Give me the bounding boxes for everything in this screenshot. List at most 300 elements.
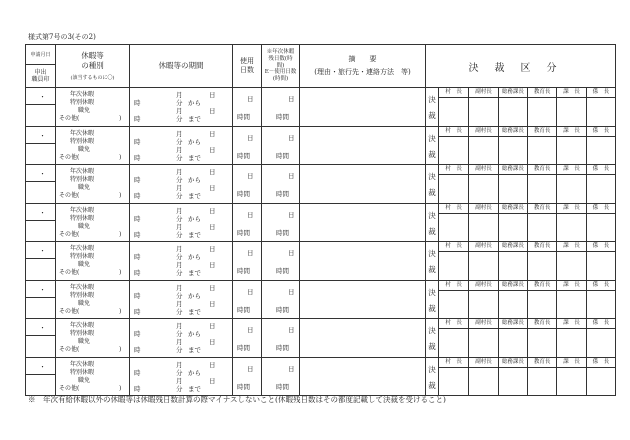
approval-stamp-box[interactable]	[556, 319, 585, 357]
approval-stamp-space[interactable]	[439, 98, 468, 126]
approval-stamp-box[interactable]	[556, 88, 585, 126]
approval-stamp-box[interactable]	[439, 358, 468, 396]
row-period-until: まで	[188, 346, 201, 354]
approval-stamp-box[interactable]	[468, 319, 497, 357]
approval-stamp-label: 副村長	[469, 281, 497, 291]
row-decision-label	[426, 203, 439, 242]
row-used-hour: 時間	[237, 382, 250, 391]
row-remaining-hour: 時間	[276, 113, 289, 121]
row-date-field[interactable]	[26, 88, 55, 105]
row-period-min1: 分	[176, 330, 183, 338]
row-period-from: から	[188, 253, 201, 261]
row-period-min1: 分	[176, 368, 183, 377]
row-period-hour1: 時	[134, 99, 141, 107]
row-date-field[interactable]	[26, 281, 55, 298]
approval-stamp-label: 係 長	[587, 127, 615, 137]
approval-stamp-box[interactable]	[468, 204, 497, 242]
row-summary-cell[interactable]	[300, 280, 426, 319]
approval-stamp-space[interactable]	[587, 291, 615, 319]
approval-stamp-space[interactable]	[469, 214, 497, 242]
approval-stamp-box[interactable]	[527, 281, 556, 319]
row-date-cell[interactable]	[26, 242, 56, 281]
row-used-cell[interactable]	[233, 357, 262, 396]
row-remaining-day: 日	[288, 95, 295, 103]
row-period-month1: 月	[176, 360, 183, 369]
row-date-cell[interactable]	[26, 280, 56, 319]
row-remaining-day: 日	[288, 326, 295, 334]
approval-stamp-space[interactable]	[587, 252, 615, 280]
row-period-cell[interactable]	[130, 280, 233, 319]
approval-stamp-space[interactable]	[557, 368, 585, 396]
row-period-day1: 日	[209, 168, 216, 176]
row-remaining-cell[interactable]	[262, 203, 300, 242]
row-remaining-cell[interactable]	[262, 242, 300, 281]
header-leave-kind	[56, 45, 130, 88]
row-kind-annual[interactable]: 年次休暇	[70, 283, 95, 291]
row-kind-annual[interactable]: 年次休暇	[70, 206, 95, 214]
approval-stamp-box[interactable]	[498, 88, 527, 126]
approval-stamp-box[interactable]	[556, 165, 585, 203]
approval-stamp-space[interactable]	[528, 368, 556, 396]
row-period-from: から	[188, 99, 201, 107]
approval-stamp-space[interactable]	[587, 98, 615, 126]
approval-stamp-space[interactable]	[557, 175, 585, 203]
row-summary-cell[interactable]	[300, 203, 426, 242]
approval-stamp-space[interactable]	[557, 98, 585, 126]
approval-stamp-space[interactable]	[439, 214, 468, 242]
approval-stamp-space[interactable]	[499, 329, 527, 357]
row-used-day: 日	[247, 95, 254, 103]
header-remaining-5: (時間)	[272, 76, 289, 83]
approval-stamp-space[interactable]	[439, 291, 468, 319]
row-decision-label	[426, 126, 439, 165]
row-period-day1: 日	[209, 245, 216, 253]
row-period-month2: 月	[176, 222, 183, 231]
row-period-min2: 分	[176, 384, 183, 393]
approval-stamp-box[interactable]	[586, 88, 615, 126]
approval-stamp-box[interactable]	[556, 127, 585, 165]
row-kind-other[interactable]: その他(	[59, 153, 80, 161]
approval-stamp-box[interactable]	[527, 127, 556, 165]
row-kind-special[interactable]: 特別休暇	[70, 137, 95, 145]
row-period-day1: 日	[209, 91, 216, 99]
row-kind-cell[interactable]	[56, 165, 130, 204]
approval-stamp-label: 総務課長	[499, 88, 527, 98]
header-summary-title: 摘 要	[348, 54, 377, 63]
row-period-cell[interactable]	[130, 242, 233, 281]
approval-stamp-label: 村 長	[439, 127, 468, 137]
approval-stamp-space[interactable]	[499, 291, 527, 319]
row-date-cell[interactable]	[26, 319, 56, 358]
approval-stamp-box[interactable]	[556, 242, 585, 280]
row-kind-special[interactable]: 特別休暇	[70, 214, 95, 222]
row-kind-cell[interactable]	[56, 126, 130, 165]
row-period-day2: 日	[209, 376, 216, 385]
row-decision-label-1: 決	[428, 249, 436, 258]
approval-stamp-space[interactable]	[528, 291, 556, 319]
header-applicant-stamp-line1: 申出	[34, 68, 47, 76]
approval-stamp-box[interactable]	[439, 127, 468, 165]
approval-stamp-space[interactable]	[587, 214, 615, 242]
row-kind-annual[interactable]: 年次休暇	[70, 168, 95, 175]
approval-stamp-space[interactable]	[557, 137, 585, 165]
row-date-mark: ・	[39, 208, 46, 217]
approval-stamp-space[interactable]	[469, 98, 497, 126]
approval-stamp-space[interactable]	[469, 329, 497, 357]
approval-stamp-space[interactable]	[499, 252, 527, 280]
row-kind-special[interactable]: 特別休暇	[70, 176, 95, 183]
row-decision-label	[426, 88, 439, 127]
row-approval-stamps	[439, 319, 616, 358]
row-summary-cell[interactable]	[300, 357, 426, 396]
row-remaining-hour: 時間	[276, 305, 289, 314]
row-summary-cell[interactable]	[300, 319, 426, 358]
row-period-month1: 月	[176, 168, 183, 176]
row-kind-other-close: )	[119, 153, 122, 161]
row-used-hour: 時間	[237, 267, 250, 275]
row-period-min2: 分	[176, 230, 183, 239]
row-kind-cell[interactable]	[56, 242, 130, 281]
approval-stamp-box[interactable]	[498, 204, 527, 242]
row-period-month1: 月	[176, 322, 183, 330]
approval-stamp-box[interactable]	[586, 281, 615, 319]
row-period-cell[interactable]	[130, 357, 233, 396]
footnote: ※ 年次有給休暇以外の休暇等は休暇残日数計算の際マイナスしないこと(休暇残日数はその都度記載して決裁を受けること)	[28, 395, 446, 404]
header-remaining-1: ※年次休暇	[266, 48, 295, 55]
row-period-cell[interactable]	[130, 165, 233, 204]
row-remaining-hour: 時間	[276, 267, 289, 275]
approval-stamp-box[interactable]	[586, 127, 615, 165]
row-date-cell[interactable]	[26, 357, 56, 396]
row-period-from: から	[188, 291, 201, 300]
row-kind-special[interactable]: 特別休暇	[70, 291, 95, 299]
approval-stamp-label: 教育長	[528, 242, 556, 252]
row-used-cell[interactable]	[233, 126, 262, 165]
row-used-cell[interactable]	[233, 88, 262, 127]
row-kind-special[interactable]: 特別休暇	[70, 368, 95, 376]
row-date-mark: ・	[39, 170, 46, 178]
row-kind-exempt[interactable]: 職免	[78, 376, 91, 384]
row-summary-cell[interactable]	[300, 88, 426, 127]
approval-stamp-space[interactable]	[439, 175, 468, 203]
approval-stamp-box[interactable]	[527, 88, 556, 126]
row-kind-exempt[interactable]: 職免	[78, 184, 91, 191]
row-kind-other-close: )	[119, 346, 122, 353]
approval-stamp-space[interactable]	[557, 329, 585, 357]
approval-stamp-box[interactable]	[498, 358, 527, 396]
approval-stamp-space[interactable]	[557, 291, 585, 319]
row-used-hour: 時間	[237, 190, 250, 198]
approval-stamp-space[interactable]	[499, 214, 527, 242]
row-decision-label	[426, 242, 439, 281]
approval-stamp-box[interactable]	[468, 281, 497, 319]
row-period-day2: 日	[209, 145, 216, 154]
row-kind-other-close: )	[119, 230, 122, 238]
row-remaining-cell[interactable]	[262, 126, 300, 165]
approval-stamp-box[interactable]	[439, 281, 468, 319]
row-used-cell[interactable]	[233, 165, 262, 204]
row-date-mark: ・	[39, 285, 46, 294]
row-kind-exempt[interactable]: 職免	[78, 222, 91, 230]
row-period-hour1: 時	[134, 176, 141, 184]
approval-stamp-label: 副村長	[469, 165, 497, 175]
row-period-hour1: 時	[134, 291, 141, 300]
approval-stamp-label: 総務課長	[499, 165, 527, 175]
approval-stamp-label: 総務課長	[499, 204, 527, 214]
leave-row	[26, 126, 616, 165]
row-period-cell[interactable]	[130, 126, 233, 165]
row-date-field[interactable]	[26, 127, 55, 144]
row-kind-cell[interactable]	[56, 203, 130, 242]
row-period-month2: 月	[176, 261, 183, 269]
row-kind-annual[interactable]: 年次休暇	[70, 129, 95, 137]
approval-stamp-box[interactable]	[468, 242, 497, 280]
row-kind-other[interactable]: その他(	[59, 384, 80, 392]
approval-stamp-label: 課 長	[557, 358, 585, 368]
approval-stamp-box[interactable]	[439, 88, 468, 126]
row-period-until: まで	[188, 307, 201, 316]
row-kind-annual[interactable]: 年次休暇	[70, 360, 95, 368]
approval-stamp-box[interactable]	[498, 165, 527, 203]
row-summary-cell[interactable]	[300, 165, 426, 204]
row-date-field[interactable]	[26, 358, 55, 375]
approval-stamp-box[interactable]	[556, 358, 585, 396]
approval-stamp-space[interactable]	[587, 329, 615, 357]
row-period-hour1: 時	[134, 368, 141, 377]
approval-stamp-box[interactable]	[468, 127, 497, 165]
row-kind-annual[interactable]: 年次休暇	[70, 245, 95, 252]
row-date-field[interactable]	[26, 204, 55, 221]
row-kind-cell[interactable]	[56, 280, 130, 319]
row-period-hour2: 時	[134, 115, 141, 123]
row-used-hour: 時間	[237, 305, 250, 314]
approval-stamp-space[interactable]	[499, 368, 527, 396]
row-period-month2: 月	[176, 145, 183, 154]
approval-stamp-box[interactable]	[527, 204, 556, 242]
approval-stamp-label: 総務課長	[499, 242, 527, 252]
row-kind-other[interactable]: その他(	[59, 307, 80, 315]
row-remaining-cell[interactable]	[262, 280, 300, 319]
row-date-field[interactable]	[26, 319, 55, 336]
approval-stamp-box[interactable]	[498, 281, 527, 319]
approval-stamp-box[interactable]	[586, 319, 615, 357]
row-used-cell[interactable]	[233, 280, 262, 319]
approval-stamp-space[interactable]	[499, 137, 527, 165]
approval-stamp-space[interactable]	[469, 291, 497, 319]
row-remaining-hour: 時間	[276, 190, 289, 198]
row-period-month2: 月	[176, 338, 183, 346]
row-period-month2: 月	[176, 376, 183, 385]
approval-stamp-label: 村 長	[439, 165, 468, 175]
approval-stamp-space[interactable]	[469, 252, 497, 280]
approval-stamp-label: 教育長	[528, 127, 556, 137]
approval-stamp-box[interactable]	[468, 165, 497, 203]
approval-stamp-box[interactable]	[556, 204, 585, 242]
approval-stamp-label: 係 長	[587, 281, 615, 291]
leave-row	[26, 88, 616, 127]
row-kind-other-close: )	[119, 269, 122, 276]
row-decision-label	[426, 165, 439, 204]
row-kind-special[interactable]: 特別休暇	[70, 99, 95, 106]
row-kind-other[interactable]: その他(	[59, 192, 80, 199]
row-remaining-hour: 時間	[276, 151, 289, 160]
row-kind-annual[interactable]: 年次休暇	[70, 322, 95, 329]
approval-stamp-box[interactable]	[586, 358, 615, 396]
row-kind-other[interactable]: その他(	[59, 269, 80, 276]
row-kind-cell[interactable]	[56, 319, 130, 358]
approval-stamp-space[interactable]	[557, 214, 585, 242]
approval-stamp-space[interactable]	[439, 329, 468, 357]
row-used-cell[interactable]	[233, 242, 262, 281]
leave-row	[26, 242, 616, 281]
row-period-until: まで	[188, 230, 201, 239]
row-decision-label-2: 裁	[428, 188, 436, 197]
approval-stamp-space[interactable]	[439, 252, 468, 280]
row-approval-stamps	[439, 126, 616, 165]
row-period-until: まで	[188, 153, 201, 162]
row-summary-cell[interactable]	[300, 126, 426, 165]
approval-stamp-space[interactable]	[469, 175, 497, 203]
row-kind-other-close: )	[119, 384, 122, 392]
approval-stamp-space[interactable]	[528, 329, 556, 357]
approval-stamp-box[interactable]	[468, 358, 497, 396]
approval-stamp-space[interactable]	[587, 137, 615, 165]
row-kind-exempt[interactable]: 職免	[78, 338, 91, 345]
row-kind-special[interactable]: 特別休暇	[70, 330, 95, 337]
row-period-min1: 分	[176, 176, 183, 184]
approval-stamp-box[interactable]	[468, 88, 497, 126]
row-used-day: 日	[247, 364, 254, 373]
row-used-day: 日	[247, 133, 254, 142]
approval-stamp-box[interactable]	[586, 204, 615, 242]
row-date-cell[interactable]	[26, 203, 56, 242]
row-used-day: 日	[247, 249, 254, 257]
approval-stamp-space[interactable]	[528, 214, 556, 242]
row-period-hour2: 時	[134, 384, 141, 393]
approval-stamp-space[interactable]	[469, 368, 497, 396]
approval-stamp-box[interactable]	[527, 358, 556, 396]
row-kind-annual[interactable]: 年次休暇	[70, 91, 95, 98]
header-summary-note: (理由・旅行先・連絡方法 等)	[314, 68, 411, 76]
approval-stamp-box[interactable]	[439, 242, 468, 280]
row-period-month2: 月	[176, 107, 183, 115]
row-period-month1: 月	[176, 283, 183, 292]
row-kind-cell[interactable]	[56, 357, 130, 396]
approval-stamp-space[interactable]	[587, 175, 615, 203]
row-kind-other[interactable]: その他(	[59, 115, 80, 122]
row-decision-label-2: 裁	[428, 226, 436, 236]
row-date-cell[interactable]	[26, 88, 56, 127]
row-kind-exempt[interactable]: 職免	[78, 107, 91, 114]
approval-stamp-box[interactable]	[586, 242, 615, 280]
approval-stamp-space[interactable]	[439, 137, 468, 165]
row-date-cell[interactable]	[26, 126, 56, 165]
approval-stamp-box[interactable]	[439, 204, 468, 242]
row-decision-label-2: 裁	[428, 111, 436, 120]
approval-stamp-space[interactable]	[439, 368, 468, 396]
approval-stamp-space[interactable]	[528, 137, 556, 165]
approval-stamp-label: 課 長	[557, 88, 585, 98]
row-remaining-cell[interactable]	[262, 319, 300, 358]
row-period-min2: 分	[176, 192, 183, 200]
approval-stamp-label: 課 長	[557, 127, 585, 137]
header-period: 休暇等の期間	[130, 45, 233, 88]
approval-stamp-space[interactable]	[557, 252, 585, 280]
row-kind-exempt[interactable]: 職免	[78, 145, 91, 153]
approval-stamp-box[interactable]	[498, 127, 527, 165]
leave-request-form-table	[25, 44, 616, 396]
approval-stamp-box[interactable]	[586, 165, 615, 203]
row-kind-other[interactable]: その他(	[59, 230, 80, 238]
approval-stamp-label: 総務課長	[499, 358, 527, 368]
row-kind-exempt[interactable]: 職免	[78, 299, 91, 307]
approval-stamp-box[interactable]	[439, 165, 468, 203]
row-kind-exempt[interactable]: 職免	[78, 261, 91, 268]
approval-stamp-label: 課 長	[557, 319, 585, 329]
approval-stamp-box[interactable]	[527, 319, 556, 357]
row-period-hour2: 時	[134, 230, 141, 239]
approval-stamp-box[interactable]	[527, 242, 556, 280]
approval-stamp-space[interactable]	[528, 252, 556, 280]
row-approval-stamps	[439, 357, 616, 396]
row-remaining-cell[interactable]	[262, 88, 300, 127]
approval-stamp-box[interactable]	[556, 281, 585, 319]
approval-stamp-box[interactable]	[439, 319, 468, 357]
row-kind-cell[interactable]	[56, 88, 130, 127]
header-applicant-stamp-line2: 職員印	[31, 76, 50, 83]
approval-stamp-space[interactable]	[587, 368, 615, 396]
header-summary	[300, 45, 426, 88]
approval-stamp-space[interactable]	[499, 98, 527, 126]
row-used-cell[interactable]	[233, 319, 262, 358]
row-period-hour2: 時	[134, 153, 141, 162]
row-date-field[interactable]	[26, 165, 55, 182]
row-period-cell[interactable]	[130, 88, 233, 127]
approval-stamp-space[interactable]	[499, 175, 527, 203]
row-period-cell[interactable]	[130, 319, 233, 358]
row-date-cell[interactable]	[26, 165, 56, 204]
header-kind-note: (該当するものに〇)	[70, 74, 115, 81]
row-remaining-cell[interactable]	[262, 357, 300, 396]
row-period-min2: 分	[176, 307, 183, 316]
approval-stamp-label: 総務課長	[499, 127, 527, 137]
header-days-used	[233, 45, 262, 88]
approval-stamp-space[interactable]	[528, 175, 556, 203]
row-kind-other-close: )	[119, 307, 122, 315]
row-approval-stamps	[439, 88, 616, 127]
row-summary-cell[interactable]	[300, 242, 426, 281]
approval-stamp-box[interactable]	[498, 319, 527, 357]
row-period-day2: 日	[209, 107, 216, 115]
row-used-hour: 時間	[237, 113, 250, 121]
approval-stamp-space[interactable]	[528, 98, 556, 126]
approval-stamp-space[interactable]	[469, 137, 497, 165]
row-period-cell[interactable]	[130, 203, 233, 242]
approval-stamp-box[interactable]	[498, 242, 527, 280]
row-decision-label-1: 決	[428, 133, 436, 143]
row-remaining-cell[interactable]	[262, 165, 300, 204]
header-application-cell	[26, 45, 56, 88]
row-used-cell[interactable]	[233, 203, 262, 242]
row-date-field[interactable]	[26, 242, 55, 259]
approval-stamp-box[interactable]	[527, 165, 556, 203]
header-remaining	[262, 45, 300, 88]
header-decision: 決裁区分	[426, 45, 616, 88]
row-kind-other[interactable]: その他(	[59, 346, 80, 353]
row-period-hour2: 時	[134, 192, 141, 200]
approval-stamp-label: 副村長	[469, 88, 497, 98]
row-kind-special[interactable]: 特別休暇	[70, 253, 95, 260]
